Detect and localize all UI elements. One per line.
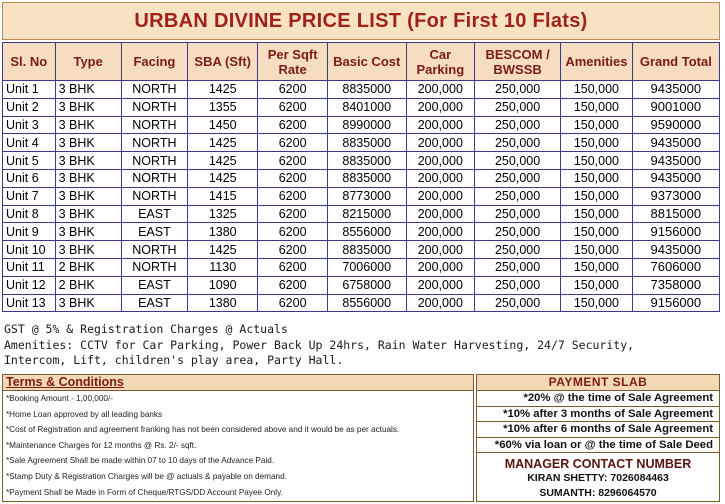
cell-grand-total: 9590000 xyxy=(632,116,719,134)
cell-grand-total: 9435000 xyxy=(632,169,719,187)
cell-basic-cost: 8835000 xyxy=(327,134,406,152)
header-bescom-bwssb: BESCOM / BWSSB xyxy=(474,43,560,81)
cell-amenities: 150,000 xyxy=(561,294,632,312)
cell-bescom: 250,000 xyxy=(474,116,560,134)
cell-bescom: 250,000 xyxy=(474,152,560,170)
cell-basic-cost: 6758000 xyxy=(327,276,406,294)
cell-sl-no: Unit 8 xyxy=(3,205,56,223)
cell-amenities: 150,000 xyxy=(561,276,632,294)
cell-facing: NORTH xyxy=(121,187,187,205)
cell-basic-cost: 8835000 xyxy=(327,169,406,187)
cell-sba: 1380 xyxy=(188,223,258,241)
cell-facing: NORTH xyxy=(121,98,187,116)
amenities-note-line1: Amenities: CCTV for Car Parking, Power Back Up 24hrs, Rain Water Harvesting, 24/7 Security, xyxy=(4,337,635,352)
cell-facing: NORTH xyxy=(121,241,187,259)
cell-grand-total: 9435000 xyxy=(632,152,719,170)
cell-sba: 1450 xyxy=(188,116,258,134)
cell-rate: 6200 xyxy=(258,205,327,223)
cell-rate: 6200 xyxy=(258,241,327,259)
cell-facing: NORTH xyxy=(121,169,187,187)
terms-heading: Terms & Conditions xyxy=(3,375,473,391)
cell-basic-cost: 8835000 xyxy=(327,152,406,170)
cell-bescom: 250,000 xyxy=(474,241,560,259)
header-amenities: Amenities xyxy=(561,43,632,81)
cell-car-parking: 200,000 xyxy=(406,98,474,116)
cell-sl-no: Unit 9 xyxy=(3,223,56,241)
payment-slab-item: *60% via loan or @ the time of Sale Deed xyxy=(477,438,719,454)
cell-grand-total: 9435000 xyxy=(632,134,719,152)
cell-facing: NORTH xyxy=(121,152,187,170)
cell-sba: 1325 xyxy=(188,205,258,223)
payment-slab-panel xyxy=(476,374,720,502)
cell-amenities: 150,000 xyxy=(561,241,632,259)
cell-type: 3 BHK xyxy=(55,205,121,223)
table-row xyxy=(3,152,720,170)
cell-basic-cost: 8401000 xyxy=(327,98,406,116)
cell-facing: EAST xyxy=(121,276,187,294)
cell-type: 2 BHK xyxy=(55,258,121,276)
cell-sl-no: Unit 5 xyxy=(3,152,56,170)
cell-car-parking: 200,000 xyxy=(406,169,474,187)
cell-sba: 1425 xyxy=(188,134,258,152)
table-row xyxy=(3,116,720,134)
cell-grand-total: 9373000 xyxy=(632,187,719,205)
cell-bescom: 250,000 xyxy=(474,258,560,276)
contact-block xyxy=(477,457,719,501)
table-row xyxy=(3,241,720,259)
cell-basic-cost: 8773000 xyxy=(327,187,406,205)
header-basic-cost: Basic Cost xyxy=(327,43,406,81)
cell-facing: NORTH xyxy=(121,258,187,276)
cell-amenities: 150,000 xyxy=(561,187,632,205)
cell-type: 3 BHK xyxy=(55,223,121,241)
cell-amenities: 150,000 xyxy=(561,134,632,152)
cell-sba: 1415 xyxy=(188,187,258,205)
cell-sl-no: Unit 2 xyxy=(3,98,56,116)
cell-amenities: 150,000 xyxy=(561,205,632,223)
table-header-row xyxy=(3,43,720,81)
table-row xyxy=(3,223,720,241)
cell-rate: 6200 xyxy=(258,152,327,170)
cell-bescom: 250,000 xyxy=(474,205,560,223)
terms-item: *Maintenance Charges for 12 months @ Rs. 2/- sqft. xyxy=(6,440,197,450)
price-table xyxy=(2,42,720,312)
cell-grand-total: 9156000 xyxy=(632,223,719,241)
header-facing: Facing xyxy=(121,43,187,81)
cell-type: 3 BHK xyxy=(55,187,121,205)
cell-sba: 1380 xyxy=(188,294,258,312)
cell-amenities: 150,000 xyxy=(561,169,632,187)
gst-note: GST @ 5% & Registration Charges @ Actuals xyxy=(4,322,288,336)
cell-grand-total: 9001000 xyxy=(632,98,719,116)
cell-type: 2 BHK xyxy=(55,276,121,294)
cell-sl-no: Unit 3 xyxy=(3,116,56,134)
header-type: Type xyxy=(55,43,121,81)
table-row xyxy=(3,258,720,276)
cell-type: 3 BHK xyxy=(55,241,121,259)
cell-sl-no: Unit 11 xyxy=(3,258,56,276)
cell-car-parking: 200,000 xyxy=(406,134,474,152)
cell-sl-no: Unit 13 xyxy=(3,294,56,312)
cell-rate: 6200 xyxy=(258,258,327,276)
cell-sba: 1355 xyxy=(188,98,258,116)
cell-amenities: 150,000 xyxy=(561,258,632,276)
cell-amenities: 150,000 xyxy=(561,98,632,116)
cell-bescom: 250,000 xyxy=(474,81,560,99)
cell-basic-cost: 8835000 xyxy=(327,241,406,259)
table-row xyxy=(3,187,720,205)
cell-basic-cost: 8835000 xyxy=(327,81,406,99)
cell-bescom: 250,000 xyxy=(474,169,560,187)
cell-type: 3 BHK xyxy=(55,81,121,99)
cell-rate: 6200 xyxy=(258,187,327,205)
cell-sba: 1425 xyxy=(188,81,258,99)
payment-slab-item: *10% after 6 months of Sale Agreement xyxy=(477,422,719,438)
cell-facing: EAST xyxy=(121,294,187,312)
cell-sba: 1425 xyxy=(188,241,258,259)
cell-grand-total: 8815000 xyxy=(632,205,719,223)
contact-kiran: KIRAN SHETTY: 7026084463 xyxy=(527,472,669,484)
amenities-note-line2: Intercom, Lift, children's play area, Party Hall. xyxy=(4,353,344,367)
cell-car-parking: 200,000 xyxy=(406,258,474,276)
cell-type: 3 BHK xyxy=(55,98,121,116)
cell-facing: NORTH xyxy=(121,134,187,152)
terms-item: *Booking Amount - 1,00,000/- xyxy=(6,394,113,403)
cell-basic-cost: 8556000 xyxy=(327,223,406,241)
cell-sl-no: Unit 12 xyxy=(3,276,56,294)
terms-item: *Home Loan approved by all leading banks xyxy=(6,409,163,419)
cell-grand-total: 9435000 xyxy=(632,81,719,99)
cell-grand-total: 7358000 xyxy=(632,276,719,294)
table-row xyxy=(3,276,720,294)
cell-type: 3 BHK xyxy=(55,152,121,170)
cell-bescom: 250,000 xyxy=(474,187,560,205)
cell-facing: EAST xyxy=(121,205,187,223)
terms-item: *Stamp Duty & Registration Charges will be @ actuals & payable on demand. xyxy=(6,471,287,481)
cell-car-parking: 200,000 xyxy=(406,241,474,259)
cell-car-parking: 200,000 xyxy=(406,187,474,205)
terms-panel xyxy=(2,374,474,502)
table-row xyxy=(3,81,720,99)
cell-rate: 6200 xyxy=(258,116,327,134)
cell-amenities: 150,000 xyxy=(561,223,632,241)
cell-car-parking: 200,000 xyxy=(406,205,474,223)
table-row xyxy=(3,169,720,187)
terms-item: *Sale Agreement Shall be made within 07 to 10 days of the Advance Paid. xyxy=(6,456,275,466)
cell-grand-total: 9435000 xyxy=(632,241,719,259)
cell-rate: 6200 xyxy=(258,276,327,294)
price-table-body xyxy=(3,81,720,312)
payment-slab-item: *20% @ the time of Sale Agreement xyxy=(477,391,719,407)
cell-car-parking: 200,000 xyxy=(406,116,474,134)
cell-amenities: 150,000 xyxy=(561,81,632,99)
cell-sba: 1130 xyxy=(188,258,258,276)
cell-grand-total: 7606000 xyxy=(632,258,719,276)
cell-bescom: 250,000 xyxy=(474,134,560,152)
contact-sumanth: SUMANTH: 8296064570 xyxy=(539,487,657,499)
header-car-parking: Car Parking xyxy=(406,43,474,81)
header-sl-no: Sl. No xyxy=(3,43,56,81)
cell-car-parking: 200,000 xyxy=(406,276,474,294)
cell-type: 3 BHK xyxy=(55,294,121,312)
cell-rate: 6200 xyxy=(258,294,327,312)
cell-car-parking: 200,000 xyxy=(406,294,474,312)
cell-rate: 6200 xyxy=(258,134,327,152)
cell-facing: NORTH xyxy=(121,116,187,134)
cell-bescom: 250,000 xyxy=(474,276,560,294)
cell-basic-cost: 8990000 xyxy=(327,116,406,134)
cell-sl-no: Unit 6 xyxy=(3,169,56,187)
cell-grand-total: 9156000 xyxy=(632,294,719,312)
cell-basic-cost: 7006000 xyxy=(327,258,406,276)
table-row xyxy=(3,205,720,223)
cell-facing: NORTH xyxy=(121,81,187,99)
cell-sl-no: Unit 1 xyxy=(3,81,56,99)
cell-car-parking: 200,000 xyxy=(406,81,474,99)
header-sba: SBA (Sft) xyxy=(188,43,258,81)
cell-type: 3 BHK xyxy=(55,169,121,187)
cell-amenities: 150,000 xyxy=(561,116,632,134)
cell-type: 3 BHK xyxy=(55,134,121,152)
cell-rate: 6200 xyxy=(258,81,327,99)
cell-rate: 6200 xyxy=(258,169,327,187)
cell-bescom: 250,000 xyxy=(474,223,560,241)
cell-type: 3 BHK xyxy=(55,116,121,134)
cell-bescom: 250,000 xyxy=(474,294,560,312)
cell-sl-no: Unit 10 xyxy=(3,241,56,259)
cell-sba: 1425 xyxy=(188,152,258,170)
notes xyxy=(4,322,720,369)
header-per-sqft-rate: Per Sqft Rate xyxy=(258,43,327,81)
cell-rate: 6200 xyxy=(258,223,327,241)
cell-car-parking: 200,000 xyxy=(406,152,474,170)
page-title: URBAN DIVINE PRICE LIST (For First 10 Flats) xyxy=(2,2,720,40)
cell-bescom: 250,000 xyxy=(474,98,560,116)
header-grand-total: Grand Total xyxy=(632,43,719,81)
table-row xyxy=(3,294,720,312)
payment-slab-heading: PAYMENT SLAB xyxy=(477,375,719,391)
cell-car-parking: 200,000 xyxy=(406,223,474,241)
cell-sba: 1425 xyxy=(188,169,258,187)
table-row xyxy=(3,98,720,116)
payment-slab-item: *10% after 3 months of Sale Agreement xyxy=(477,407,719,423)
table-row xyxy=(3,134,720,152)
terms-item: *Cost of Registration and agreement franking has not been considered above and it would be as per actuals. xyxy=(6,425,400,435)
cell-rate: 6200 xyxy=(258,98,327,116)
cell-facing: EAST xyxy=(121,223,187,241)
cell-basic-cost: 8556000 xyxy=(327,294,406,312)
cell-amenities: 150,000 xyxy=(561,152,632,170)
cell-basic-cost: 8215000 xyxy=(327,205,406,223)
terms-item: *Payment Shall be Made in Form of Cheque/RTGS/DD Account Payee Only. xyxy=(6,487,283,497)
contact-heading: MANAGER CONTACT NUMBER xyxy=(504,457,692,471)
cell-sl-no: Unit 7 xyxy=(3,187,56,205)
cell-sl-no: Unit 4 xyxy=(3,134,56,152)
cell-sba: 1090 xyxy=(188,276,258,294)
